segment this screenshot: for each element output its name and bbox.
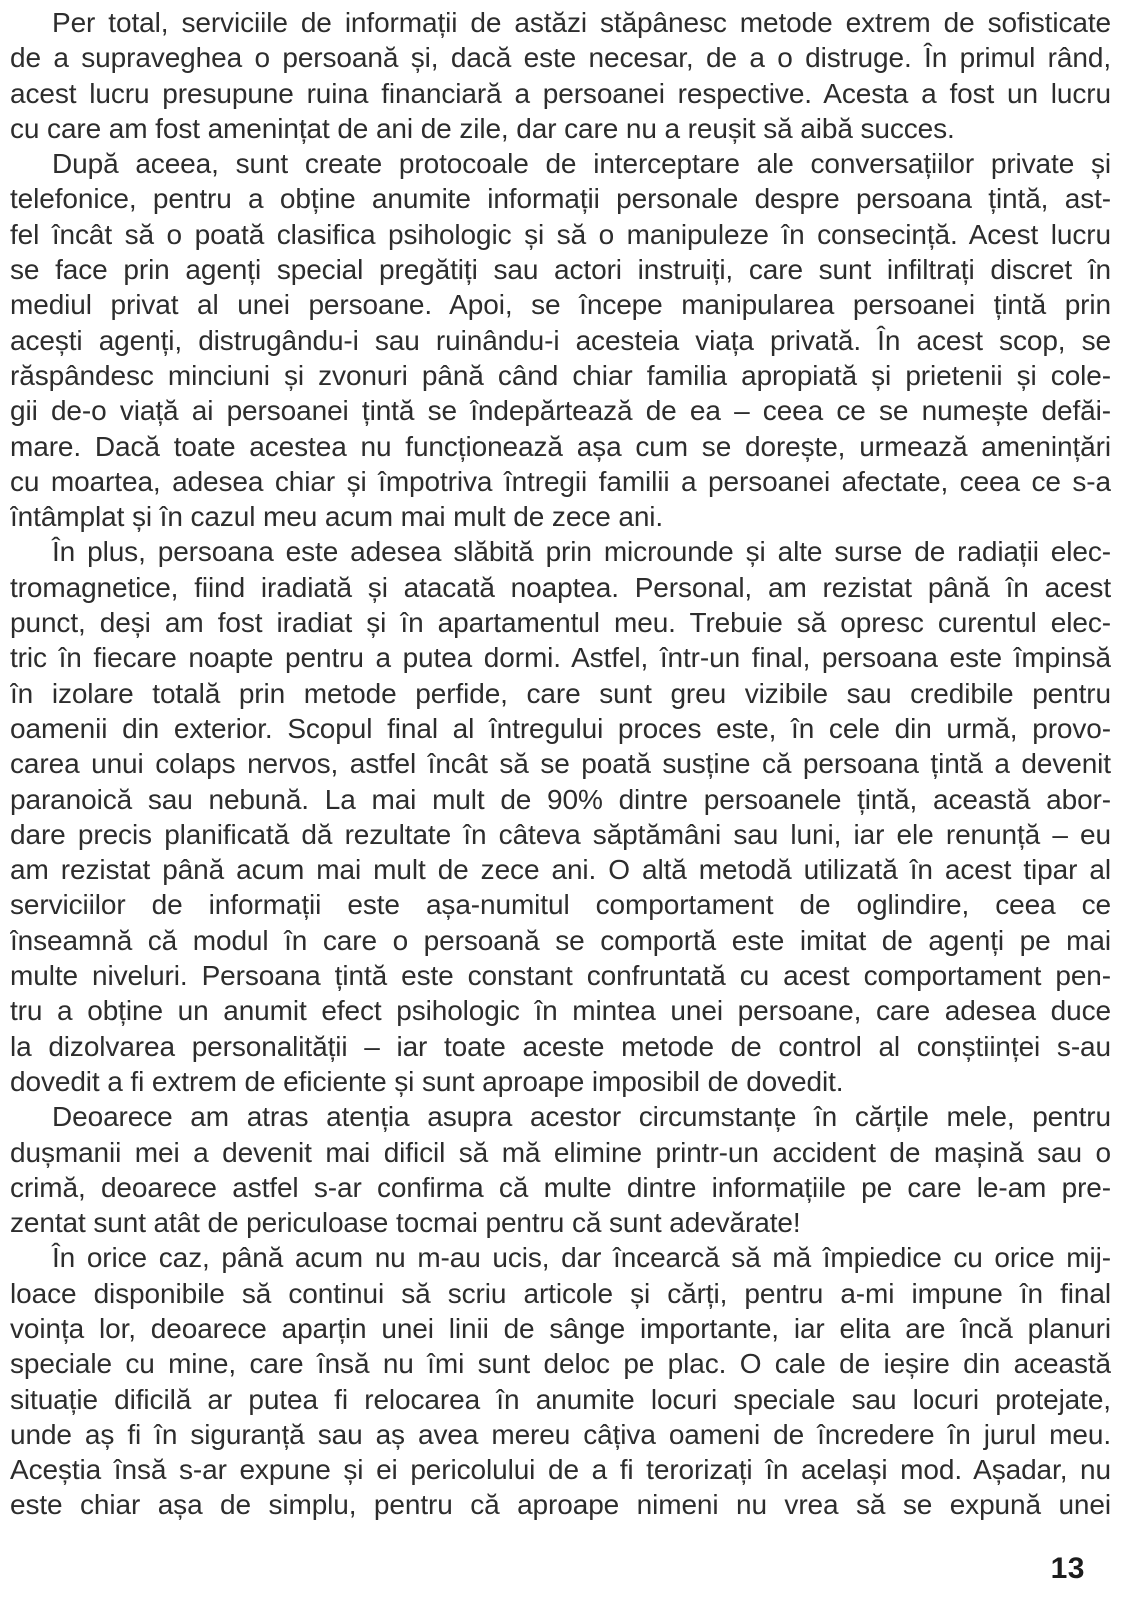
text-line: cu moartea, adesea chiar și împotriva întregii familii a persoanei afectate, ceea ce s-a bbox=[10, 465, 1111, 497]
text-line: tromagnetice, fiind iradiată și atacată noaptea. Personal, am rezistat până în acest bbox=[10, 571, 1111, 603]
paragraph bbox=[10, 534, 1111, 1099]
text-line: dare precis planificată dă rezultate în câteva săptămâni sau luni, iar ele renunță – eu bbox=[10, 818, 1111, 850]
text-line: tric în fiecare noapte pentru a putea dormi. Astfel, într-un final, persoana este împinsă bbox=[10, 642, 1111, 674]
text-line: gii de-o viață ai persoanei țintă se îndepărtează de ea – ceea ce se numește defăi- bbox=[10, 395, 1111, 427]
text-line: loace disponibile să continui să scriu articole și cărți, pentru a-mi impune în final bbox=[10, 1277, 1111, 1309]
text-line: serviciilor de informații este așa-numitul comportament de oglindire, ceea ce bbox=[10, 889, 1111, 921]
text-line: am rezistat până acum mai mult de zece ani. O altă metodă utilizată în acest tipar al bbox=[10, 854, 1111, 886]
text-line: crimă, deoarece astfel s-ar confirma că multe dintre informațiile pe care le-am pre- bbox=[10, 1171, 1111, 1203]
text-line: răspândesc minciuni și zvonuri până când chiar familia apropiată și prietenii și cole- bbox=[10, 359, 1111, 391]
text-line: Per total, serviciile de informații de astăzi stăpânesc metode extrem de sofisticate bbox=[52, 7, 1111, 38]
text-line: voința lor, deoarece aparțin unei linii de sânge importante, iar elita are încă planuri bbox=[10, 1312, 1111, 1344]
text-line: speciale cu mine, care însă nu îmi sunt deloc pe plac. O cale de ieșire din această bbox=[10, 1348, 1111, 1380]
text-line: zentat sunt atât de periculoase tocmai pentru că sunt adevărate! bbox=[10, 1207, 801, 1239]
text-line: mediul privat al unei persoane. Apoi, se începe manipularea persoanei țintă prin bbox=[10, 289, 1111, 321]
text-line: tru a obține un anumit efect psihologic în mintea unei persoane, care adesea duce bbox=[10, 995, 1111, 1027]
text-line: dușmanii mei a devenit mai dificil să mă elimine printr-un accident de mașină sau o bbox=[10, 1136, 1111, 1168]
paragraph bbox=[10, 1099, 1111, 1240]
page-number: 13 bbox=[1050, 1552, 1085, 1585]
text-line: După aceea, sunt create protocoale de interceptare ale conversațiilor private și bbox=[52, 148, 1111, 180]
text-line: se face prin agenți special pregătiți sau actori instruiți, care sunt infiltrați discret în bbox=[10, 254, 1111, 286]
text-line: multe niveluri. Persoana țintă este constant confruntată cu acest comportament pen- bbox=[10, 960, 1111, 992]
text-line: Aceștia însă s-ar expune și ei pericolului de a fi terorizați în același mod. Așadar, nu bbox=[10, 1454, 1111, 1486]
text-line: telefonice, pentru a obține anumite informații personale despre persoana țintă, ast- bbox=[10, 183, 1111, 215]
text-line: acest lucru presupune ruina financiară a persoanei respective. Acesta a fost un lucru bbox=[10, 77, 1111, 109]
body-text bbox=[10, 5, 1111, 1523]
text-line: în izolare totală prin metode perfide, care sunt greu vizibile sau credibile pentru bbox=[10, 677, 1111, 709]
text-line: În plus, persoana este adesea slăbită prin microunde și alte surse de radiații elec- bbox=[52, 536, 1111, 568]
text-line: mare. Dacă toate acestea nu funcționează așa cum se dorește, urmează amenințări bbox=[10, 430, 1111, 462]
text-line: întâmplat și în cazul meu acum mai mult de zece ani. bbox=[10, 501, 664, 533]
text-line: oamenii din exterior. Scopul final al întregului proces este, în cele din urmă, provo- bbox=[10, 712, 1111, 744]
text-line: cu care am fost amenințat de ani de zile, dar care nu a reușit să aibă succes. bbox=[10, 112, 955, 144]
paragraph bbox=[10, 146, 1111, 534]
text-line: carea unui colaps nervos, astfel încât să se poată susține că persoana țintă a devenit bbox=[10, 748, 1111, 780]
text-line: fel încât să o poată clasifica psihologic și să o manipuleze în consecință. Acest lucru bbox=[10, 218, 1111, 250]
text-line: situație dificilă ar putea fi relocarea în anumite locuri speciale sau locuri protejate, bbox=[10, 1383, 1111, 1415]
text-line: punct, deși am fost iradiat și în apartamentul meu. Trebuie să opresc curentul elec- bbox=[10, 607, 1111, 639]
text-line: acești agenți, distrugându-i sau ruinându-i acesteia viața privată. În acest scop, se bbox=[10, 324, 1111, 356]
text-line: de a supraveghea o persoană și, dacă este necesar, de a o distruge. În primul rând, bbox=[10, 42, 1111, 74]
text-line: În orice caz, până acum nu m-au ucis, dar încearcă să mă împiedice cu orice mij- bbox=[52, 1242, 1111, 1274]
text-line: dovedit a fi extrem de eficiente și sunt aproape imposibil de dovedit. bbox=[10, 1065, 844, 1097]
paragraph bbox=[10, 5, 1111, 146]
text-line: unde aș fi în siguranță sau aș avea mereu câțiva oameni de încredere în jurul meu. bbox=[10, 1418, 1111, 1450]
text-line: paranoică sau nebună. La mai mult de 90% dintre persoanele țintă, această abor- bbox=[10, 783, 1111, 815]
text-line: înseamnă că modul în care o persoană se comportă este imitat de agenți pe mai bbox=[10, 924, 1111, 956]
paragraph bbox=[10, 1240, 1111, 1522]
text-line: este chiar așa de simplu, pentru că aproape nimeni nu vrea să se expună unei bbox=[10, 1489, 1111, 1521]
text-line: Deoarece am atras atenția asupra acestor circumstanțe în cărțile mele, pentru bbox=[52, 1101, 1111, 1133]
text-line: la dizolvarea personalității – iar toate aceste metode de control al conștiinței s-au bbox=[10, 1030, 1111, 1062]
